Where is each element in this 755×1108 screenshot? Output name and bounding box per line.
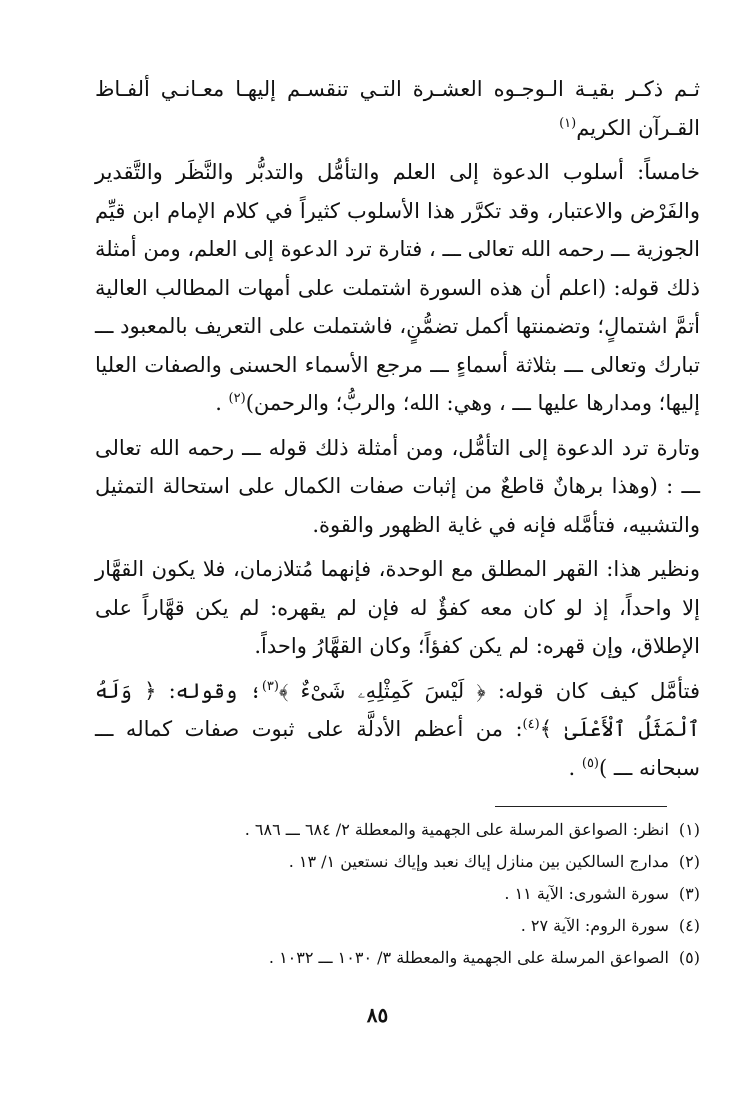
footnote-number: (٣) xyxy=(678,884,700,903)
footnote-ref-1: (١) xyxy=(559,115,577,131)
footnote xyxy=(120,814,700,846)
footnote-text: مدارج السالكين بين منازل إياك نعبد وإياك نستعين ١/ ١٣ . xyxy=(288,852,669,871)
footnote-ref-3: (٣) xyxy=(261,678,279,694)
footnote-ref-2: (٢) xyxy=(228,391,246,406)
footnote-ref-4: (٤) xyxy=(522,717,540,732)
paragraph-3 xyxy=(95,429,700,545)
paragraph-4 xyxy=(95,550,700,666)
footnote-number: (٥) xyxy=(678,948,700,967)
main-text xyxy=(95,70,700,787)
paragraph-2 xyxy=(95,153,700,423)
footnote xyxy=(120,878,700,910)
footnote-text: انظر: الصواعق المرسلة على الجهمية والمعطلة ٢/ ٦٨٤ ـــ ٦٨٦ . xyxy=(244,820,669,839)
footnote-number: (١) xyxy=(678,820,700,839)
paragraph-tail: ؛ وقوله: ﴿ وَلَهُ ٱلْمَثَلُ ٱلْأَعْلَىٰ ﴾ xyxy=(95,678,700,741)
paragraph-tail: . xyxy=(568,755,582,780)
page-number: ٨٥ xyxy=(366,1003,389,1027)
footnote-text: الصواعق المرسلة على الجهمية والمعطلة ٣/ ١٠٣٠ ـــ ١٠٣٢ . xyxy=(268,948,669,967)
paragraph-text: ثـم ذكـر بقيـة الـوجـوه العشـرة التـي تنقسـم إليهـا معـانـي ألفـاظ القـرآن الكريم xyxy=(95,77,700,140)
footnote-number: (٤) xyxy=(678,916,700,935)
footnote xyxy=(120,846,700,878)
footnote-text: سورة الروم: الآية ٢٧ . xyxy=(520,916,669,935)
paragraph-text: فتأمَّل كيف كان قوله: ﴿ لَيْسَ كَمِثْلِهِۦ شَىْءٌ ﴾ xyxy=(278,678,701,703)
paragraph-5 xyxy=(95,672,700,788)
footnotes-divider xyxy=(495,806,667,807)
footnotes xyxy=(120,814,700,974)
footnote xyxy=(120,910,700,942)
paragraph-tail: . xyxy=(215,391,229,415)
paragraph-text: خامساً: أسلوب الدعوة إلى العلم والتأمُّل والتدبُّر والنَّظَر والتَّقدير والفَرْض والاعتبار، وقد تكرَّر هذا الأسلوب كثيراً في كلام الإمام ابن قيِّم الجوزية ـــ رحمه الله تعالى ـــ ، فتارة ترد الدعوة إلى العلم، ومن أمثلة ذلك قوله: (اعلم أن هذه السورة اشتملت على أمهات المطالب العالية أتمَّ اشتمالٍ؛ وتضمنتها أكمل تضمُّنٍ، فاشتملت على التعريف بالمعبود ـــ تبارك وتعالى ـــ بثلاثة أسماءٍ ـــ مرجع الأسماء الحسنى والصفات العليا إليها؛ ومدارها عليها ـــ ، وهي: الله؛ والربُّ؛ والرحمن) xyxy=(95,160,700,415)
paragraph-text: ونظير هذا: القهر المطلق مع الوحدة، فإنهما مُتلازمان، فلا يكون القهَّار إلا واحداً، إذ لو كان معه كفؤٌ له فإن لم يقهره: لم يكن قهَّاراً على الإطلاق، وإن قهره: لم يكن كفؤاً؛ وكان القهَّارُ واحداً. xyxy=(95,557,700,658)
paragraph-1 xyxy=(95,70,700,147)
paragraph-text: وتارة ترد الدعوة إلى التأمُّل، ومن أمثلة ذلك قوله ـــ رحمه الله تعالى ـــ : (وهذا برهانٌ قاطعٌ من إثبات صفات الكمال على استحالة التمثيل والتشبيه، فتأمَّله فإنه في غاية الظهور والقوة. xyxy=(95,435,700,537)
footnote-number: (٢) xyxy=(678,852,700,871)
footnote-ref-5: (٥) xyxy=(581,755,599,771)
footnote-text: سورة الشورى: الآية ١١ . xyxy=(504,884,669,903)
footnote xyxy=(120,942,700,974)
paragraph-tail: : من أعظم الأدلَّة على ثبوت صفات كماله ـــ سبحانه ـــ ) xyxy=(95,717,700,780)
